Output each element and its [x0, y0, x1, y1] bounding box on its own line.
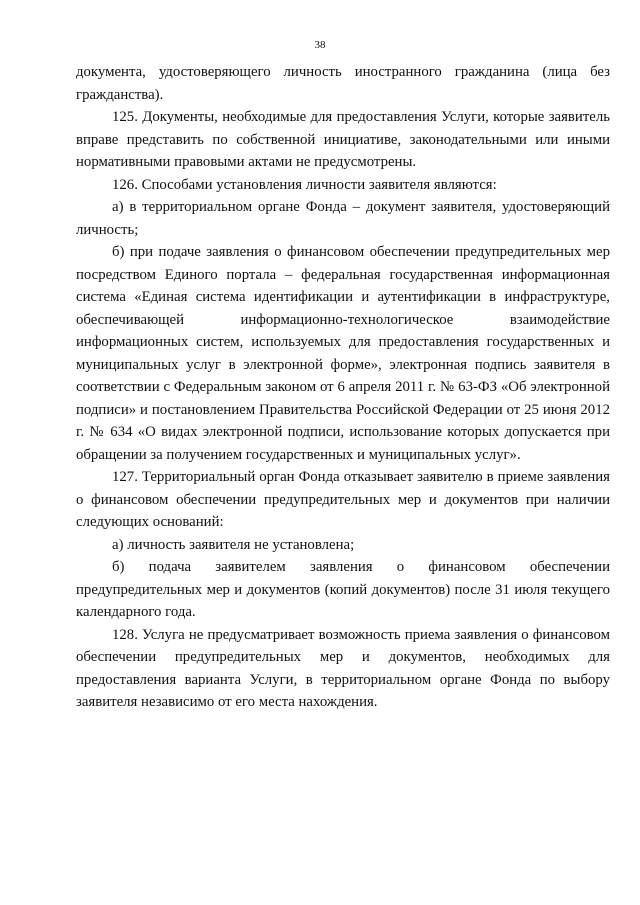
- paragraph-126-a: а) в территориальном органе Фонда – документ заявителя, удостоверяющий личность;: [76, 199, 610, 238]
- document-body: [76, 61, 610, 714]
- paragraph-126-b: б) при подаче заявления о финансовом обеспечении предупредительных мер посредством Единого портала – федеральная государственная информационная система «Единая система идентификации и аутентификации в инфраструктуре, обеспечивающей информационно-технологическое взаимодействие информационных систем, используемых для предоставления государственных и муниципальных услуг в электронной форме», электронная подпись заявителя в соответствии с Федеральным законом от 6 апреля 2011 г. № 63-ФЗ «Об электронной подписи» и постановлением Правительства Российской Федерации от 25 июня 2012 г. № 634 «О видах электронной подписи, использование которых допускается при обращении за получением государственных и муниципальных услуг».: [76, 244, 610, 463]
- paragraph-127-b: б) подача заявителем заявления о финансовом обеспечении предупредительных мер и документов (копий документов) после 31 июля текущего календарного года.: [76, 559, 610, 620]
- paragraph-continuation: документа, удостоверяющего личность иностранного гражданина (лица без гражданства).: [76, 64, 610, 103]
- paragraph-125: 125. Документы, необходимые для предоставления Услуги, которые заявитель вправе представить по собственной инициативе, законодательными или иными нормативными правовыми актами не предусмотрены.: [76, 109, 610, 170]
- paragraph-128: 128. Услуга не предусматривает возможность приема заявления о финансовом обеспечении предупредительных мер и документов, необходимых для предоставления варианта Услуги, в территориальном органе Фонда по выбору заявителя независимо от его места нахождения.: [76, 626, 610, 710]
- paragraph-126: 126. Способами установления личности заявителя являются:: [112, 176, 497, 193]
- paragraph-127-a: а) личность заявителя не установлена;: [112, 536, 355, 553]
- page-number: 38: [314, 39, 326, 51]
- paragraph-127: 127. Территориальный орган Фонда отказывает заявителю в приеме заявления о финансовом обеспечении предупредительных мер и документов при наличии следующих оснований:: [76, 469, 610, 530]
